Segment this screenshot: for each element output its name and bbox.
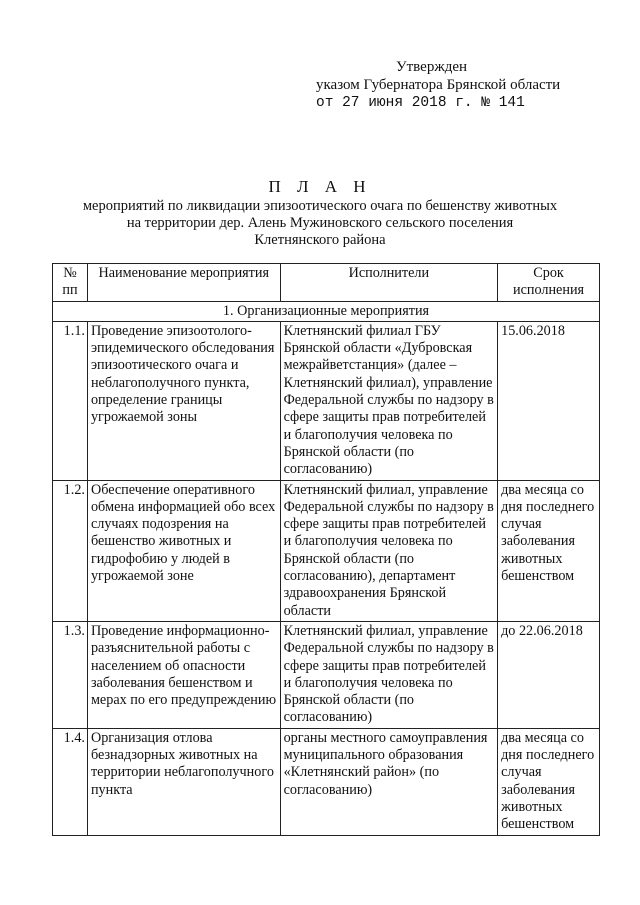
table-row [53,621,600,728]
row-num: 1.4. [53,728,88,835]
title-line-3: Клетнянского района [254,232,386,248]
row-name: Проведение эпизоотолого-эпидемического обследования эпизоотического очага и неблагополучного пункта, определение границы угрожаемой зоны [87,321,280,480]
row-num: 1.3. [53,621,88,728]
document-title [0,176,640,249]
row-executors: органы местного самоуправления муниципального образования «Клетнянский район» (по согласованию) [280,728,498,835]
plan-heading: П Л А Н [268,177,372,196]
plan-table [52,263,600,836]
section-row [53,301,600,321]
title-line-1: мероприятий по ликвидации эпизоотического очага по бешенству животных [82,198,558,214]
header-name: Наименование мероприятия [87,264,280,302]
title-line-2: на территории дер. Алень Мужиновского сельского поселения [126,215,514,231]
table-header-row [53,264,600,302]
table-row [53,728,600,835]
approval-stamp [316,58,560,112]
approval-line-2: указом Губернатора Брянской области [316,77,561,93]
table-row [53,480,600,621]
approval-line-1: Утвержден [396,59,468,75]
row-name: Проведение информационно-разъяснительной работы с населением об опасности заболевания бешенством и мерах по его предупреждению [87,621,280,728]
section-title: 1. Организационные мероприятия [53,301,600,321]
row-executors: Клетнянский филиал, управление Федеральной службы по надзору в сфере защиты прав потребителей и благополучия человека по Брянской области (по согласованию), департамент здравоохранения Брянской области [280,480,498,621]
row-num: 1.2. [53,480,88,621]
row-name: Обеспечение оперативного обмена информацией обо всех случаях подозрения на бешенство животных и гидрофобию у людей в угрожаемой зоне [87,480,280,621]
row-num: 1.1. [53,321,88,480]
row-term: два месяца со дня последнего случая заболевания животных бешенством [498,728,600,835]
row-term: до 22.06.2018 [498,621,600,728]
row-executors: Клетнянский филиал, управление Федеральной службы по надзору в сфере защиты прав потребителей и благополучия человека по Брянской области (по согласованию) [280,621,498,728]
row-term: два месяца со дня последнего случая заболевания животных бешенством [498,480,600,621]
header-term: Срок исполнения [498,264,600,302]
row-executors: Клетнянский филиал ГБУ Брянской области «Дубровская межрайветстанция» (далее – Клетнянский филиал), управление Федеральной службы по надзору в сфере защиты прав потребителей и благополучия человека по Брянской области (по согласованию) [280,321,498,480]
table-row [53,321,600,480]
header-num: № пп [53,264,88,302]
header-executors: Исполнители [280,264,498,302]
approval-line-3: от 27 июня 2018 г. № 141 [316,95,525,111]
row-term: 15.06.2018 [498,321,600,480]
row-name: Организация отлова безнадзорных животных на территории неблагополучного пункта [87,728,280,835]
